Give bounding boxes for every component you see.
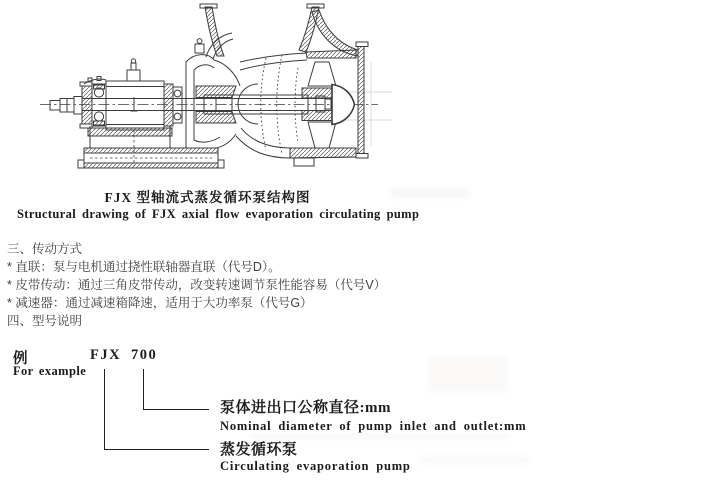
- bearing-body: [106, 59, 164, 130]
- figure-caption-en: Structural drawing of FJX axial flow evaporation circulating pump: [17, 207, 420, 221]
- discharge-flange: [356, 42, 368, 158]
- transmission-item-direct: * 直联：泵与电机通过挠性联轴器直联（代号D）。: [7, 260, 281, 274]
- drawing-linework: [40, 4, 378, 168]
- grease-fitting: [195, 44, 204, 53]
- pedestal: [78, 126, 224, 168]
- scan-artifact: [428, 356, 508, 392]
- intake-funnel: [200, 4, 358, 56]
- section-heading-transmission: 三、传动方式: [7, 242, 83, 256]
- scan-artifact: [420, 456, 530, 464]
- callout-pumptype-zh: 蒸发循环泵: [220, 442, 298, 458]
- scan-artifact: [250, 434, 510, 439]
- callout-diameter-zh: 泵体进出口公称直径:mm: [220, 400, 391, 416]
- example-label-en: For example: [13, 364, 87, 378]
- transmission-item-reducer: * 减速器：通过减速箱降速，适用于大功率泵（代号G）: [7, 296, 313, 310]
- callout-pumptype-en: Circulating evaporation pump: [220, 459, 411, 473]
- model-size-code: 700: [131, 347, 158, 363]
- example-label-zh: 例: [13, 351, 28, 367]
- scan-artifact: [390, 188, 470, 198]
- shaft-ring: [238, 84, 258, 124]
- shaft-seal: [164, 84, 182, 126]
- figure-caption-zh: FJX 型轴流式蒸发循环泵结构图: [104, 190, 311, 205]
- bearing-housing: [80, 77, 106, 129]
- transmission-item-belt: * 皮带传动：通过三角皮带传动，改变转速调节泵性能容易（代号V）: [7, 278, 387, 292]
- section-heading-model: 四、型号说明: [7, 314, 83, 328]
- pump-structural-drawing: [0, 0, 430, 185]
- impeller-nose-cone: [332, 85, 355, 125]
- callout-connector-series: [104, 369, 209, 450]
- model-series-code: FJX: [90, 347, 122, 363]
- shaft-end: [50, 97, 82, 115]
- callout-diameter-en: Nominal diameter of pump inlet and outlet:mm: [220, 419, 527, 433]
